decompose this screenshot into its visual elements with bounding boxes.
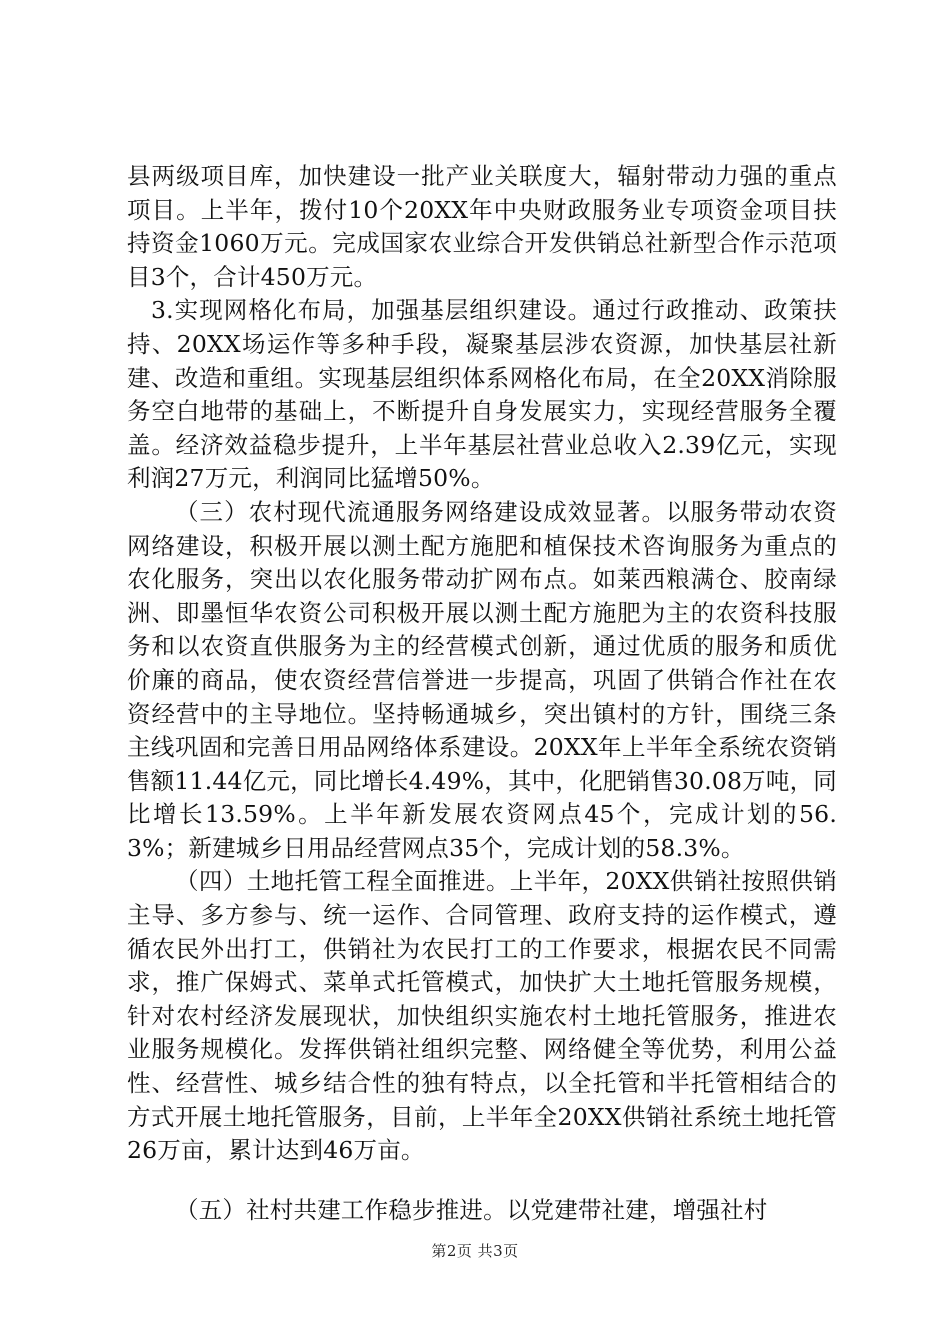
paragraph-project-library: 县两级项目库，加快建设一批产业关联度大，辐射带动力强的重点项目。上半年，拨付10个20XX年中央财政服务业专项资金项目扶持资金1060万元。完成国家农业综合开发供销总社新型合作示范项目3个，合计450万元。 <box>127 162 837 291</box>
document-body <box>127 160 837 1227</box>
paragraph-grid-layout: 3.实现网格化布局，加强基层组织建设。通过行政推动、政策扶持、20XX场运作等多种手段，凝聚基层涉农资源，加快基层社新建、改造和重组。实现基层组织体系网格化布局，在全20XX消除服务空白地带的基础上，不断提升自身发展实力，实现经营服务全覆盖。经济效益稳步提升，上半年基层社营业总收入2.39亿元，实现利润27万元，利润同比猛增50%。 <box>127 296 837 493</box>
paragraph-rural-circulation: （三）农村现代流通服务网络建设成效显著。以服务带动农资网络建设，积极开展以测土配方施肥和植保技术咨询服务为重点的农化服务，突出以农化服务带动扩网布点。如莱西粮满仓、胶南绿洲、即墨恒华农资公司积极开展以测土配方施肥为主的农资科技服务和以农资直供服务为主的经营模式创新，通过优质的服务和质优价廉的商品，使农资经营信誉进一步提高，巩固了供销合作社在农资经营中的主导地位。坚持畅通城乡，突出镇村的方针，围绕三条主线巩固和完善日用品网络体系建设。20XX年上半年全系统农资销售额11.44亿元，同比增长4.49%，其中，化肥销售30.08万吨，同比增长13.59%。上半年新发展农资网点45个，完成计划的56.3%；新建城乡日用品经营网点35个，完成计划的58.3%。 <box>127 497 837 862</box>
paragraph-co-construction: （五）社村共建工作稳步推进。以党建带社建，增强社村 <box>175 1195 768 1224</box>
paragraph-land-trusteeship: （四）土地托管工程全面推进。上半年，20XX供销社按照供销主导、多方参与、统一运作、合同管理、政府支持的运作模式，遵循农民外出打工，供销社为农民打工的工作要求，根据农民不同需求，推广保姆式、菜单式托管模式，加快扩大土地托管服务规模，针对农村经济发展现状，加快组织实施农村土地托管服务，推进农业服务规模化。发挥供销社组织完整、网络健全等优势，利用公益性、经营性、城乡结合性的独有特点，以全托管和半托管相结合的方式开展土地托管服务，目前，上半年全20XX供销社系统土地托管26万亩，累计达到46万亩。 <box>127 867 837 1165</box>
page-number-footer: 第2页 共3页 <box>431 1242 519 1260</box>
